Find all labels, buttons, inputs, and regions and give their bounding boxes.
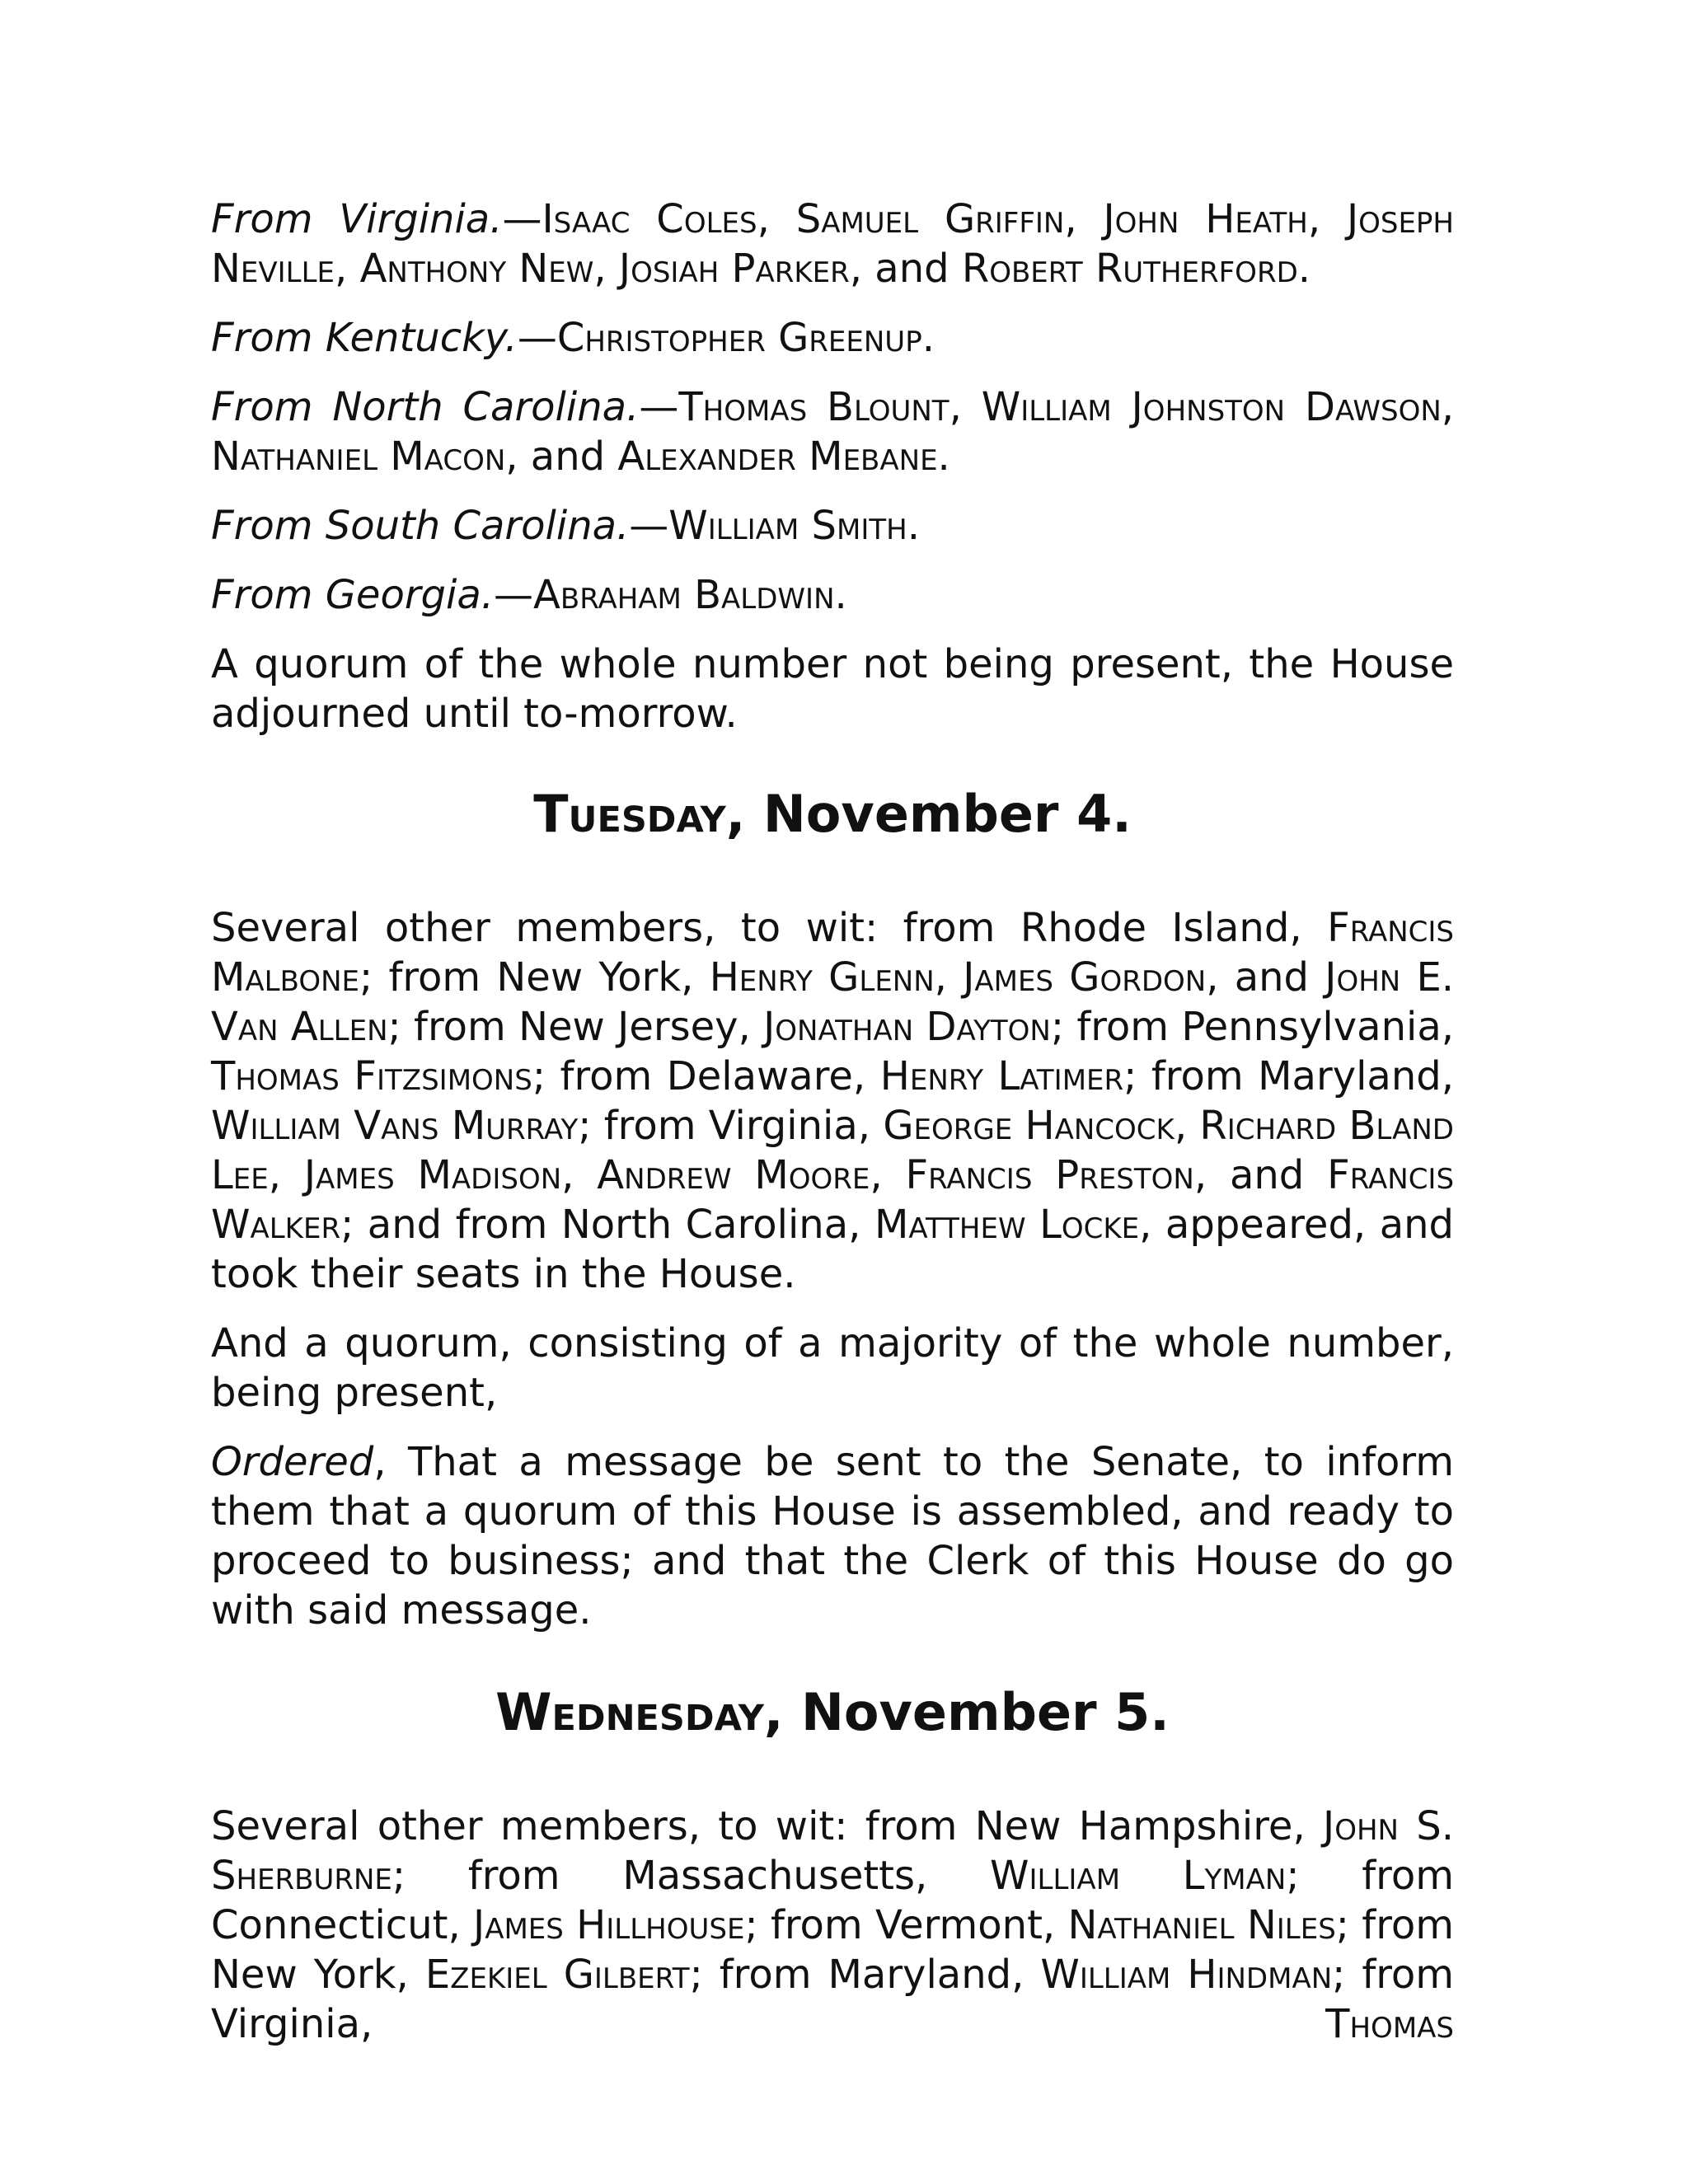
member-name: John E. Van Allen (211, 954, 1455, 1050)
roll-call-list (211, 194, 1454, 620)
text-run: , (934, 954, 964, 1001)
em-dash: — (502, 196, 542, 242)
text-run: , and (1206, 954, 1325, 1001)
state-roll-entry (211, 501, 1454, 551)
member-name: William Johnston Dawson (981, 384, 1442, 430)
text-run: , (268, 1152, 304, 1198)
text-run: , (1174, 1103, 1200, 1149)
separator: , (593, 246, 619, 292)
text-run: Several other members, to wit: from Rhode Island, (211, 905, 1328, 951)
quorum-paragraph: And a quorum, consisting of a majority of the whole number, being present, (211, 1320, 1454, 1416)
member-name: James Madison (303, 1152, 562, 1198)
member-name: Thomas Blount (678, 384, 950, 430)
state-label: From North Carolina. (211, 384, 640, 430)
member-name: Joseph Neville (211, 196, 1454, 292)
ordered-paragraph (211, 1437, 1454, 1635)
member-name: James Hillhouse (473, 1902, 745, 1948)
adjournment-paragraph: A quorum of the whole number not being present, the House adjourned until to-morrow. (211, 641, 1454, 737)
text-run: ; and from North Carolina, (340, 1202, 874, 1248)
heading-weekday: Wednesday (495, 1682, 764, 1742)
text-run: ; from New York, (359, 954, 710, 1001)
separator: , (1307, 196, 1347, 242)
state-roll-entry (211, 313, 1454, 363)
text-run: ; from Connecticut, (211, 1853, 1454, 1948)
member-name: Abraham Baldwin (533, 572, 835, 618)
separator: . (921, 315, 935, 361)
member-name: Francis Walker (211, 1152, 1455, 1248)
heading-date: , November 4. (725, 784, 1132, 844)
member-name: Andrew Moore (597, 1152, 870, 1198)
text-run: , and (1193, 1152, 1328, 1198)
member-name: Richard Bland Lee (211, 1103, 1454, 1198)
member-name: George Hancock (883, 1103, 1175, 1149)
member-name: Nathaniel Niles (1067, 1902, 1336, 1948)
member-name: Jonathan Dayton (763, 1004, 1051, 1050)
separator: , (949, 384, 982, 430)
text-run: ; from Virginia, (211, 1952, 1455, 2047)
member-name: William Vans Murray (211, 1103, 579, 1149)
section-heading-wednesday (211, 1681, 1454, 1744)
members-paragraph-wednesday (211, 1802, 1454, 2049)
member-name: Alexander Mebane (617, 434, 938, 480)
separator: . (834, 572, 847, 618)
member-name: Anthony New (359, 246, 594, 292)
member-name: Henry Glenn (709, 954, 935, 1001)
member-name: John S. Sherburne (211, 1803, 1455, 1899)
member-name: Samuel Griffin (795, 196, 1065, 242)
separator: , (1064, 196, 1104, 242)
member-name: William Lyman (990, 1853, 1287, 1899)
heading-weekday: Tuesday (533, 784, 726, 844)
member-name: Matthew Locke (874, 1202, 1140, 1248)
em-dash: — (629, 503, 669, 549)
separator: . (1297, 246, 1311, 292)
separator: , and (849, 246, 962, 292)
state-roll-entry (211, 194, 1454, 293)
member-name: William Smith (668, 503, 907, 549)
member-name: Ezekiel Gilbert (424, 1952, 690, 1998)
state-label: From Virginia. (211, 196, 503, 242)
state-roll-entry (211, 382, 1454, 481)
text-run: ; from Virginia, (578, 1103, 884, 1149)
member-name: Henry Latimer (879, 1053, 1124, 1099)
member-name: Francis Preston (905, 1152, 1194, 1198)
member-name: Thomas (1325, 2001, 1454, 2047)
text-run: ; from Vermont, (744, 1902, 1068, 1948)
separator: , (335, 246, 360, 292)
members-paragraph-tuesday (211, 903, 1454, 1299)
state-label: From South Carolina. (211, 503, 630, 549)
text-run: ; from Maryland, (689, 1952, 1041, 1998)
state-roll-entry (211, 570, 1454, 620)
ordered-word: Ordered (211, 1439, 374, 1485)
text-run: , appeared, and took their seats in the House. (211, 1202, 1455, 1297)
member-name: William Hindman (1040, 1952, 1333, 1998)
separator: , (1441, 384, 1455, 430)
section-heading-tuesday (211, 783, 1454, 846)
text-run: ; from Pennsylvania, (1050, 1004, 1454, 1050)
state-label: From Kentucky. (211, 315, 518, 361)
text-run: ; from Massachusetts, (392, 1853, 991, 1899)
member-name: James Gordon (963, 954, 1207, 1001)
member-name: Robert Rutherford (961, 246, 1298, 292)
separator: , (757, 196, 796, 242)
member-name: Francis Malbone (211, 905, 1454, 1001)
separator: , and (505, 434, 618, 480)
state-label: From Georgia. (211, 572, 495, 618)
em-dash: — (517, 315, 557, 361)
member-name: Christopher Greenup (556, 315, 922, 361)
text-run: ; from Delaware, (532, 1053, 880, 1099)
separator: . (937, 434, 950, 480)
text-run: , (870, 1152, 906, 1198)
text-run: , (561, 1152, 598, 1198)
separator: . (907, 503, 920, 549)
ordered-text: , That a message be sent to the Senate, to inform them that a quorum of this House is assembled, and ready to proceed to business; and that the Clerk of this House do go with said message. (211, 1439, 1454, 1633)
text-run: ; from New Jersey, (387, 1004, 764, 1050)
text-run: ; from New York, (211, 1902, 1455, 1998)
text-run: Several other members, to wit: from New Hampshire, (211, 1803, 1324, 1849)
member-name: Isaac Coles (542, 196, 757, 242)
member-name: John Heath (1103, 196, 1308, 242)
heading-date: , November 5. (763, 1682, 1170, 1742)
document-page (211, 194, 1454, 2069)
member-name: Nathaniel Macon (211, 434, 506, 480)
text-run: ; from Maryland, (1123, 1053, 1454, 1099)
member-name: Thomas Fitzsimons (211, 1053, 532, 1099)
em-dash: — (494, 572, 534, 618)
em-dash: — (639, 384, 679, 430)
member-name: Josiah Parker (618, 246, 850, 292)
